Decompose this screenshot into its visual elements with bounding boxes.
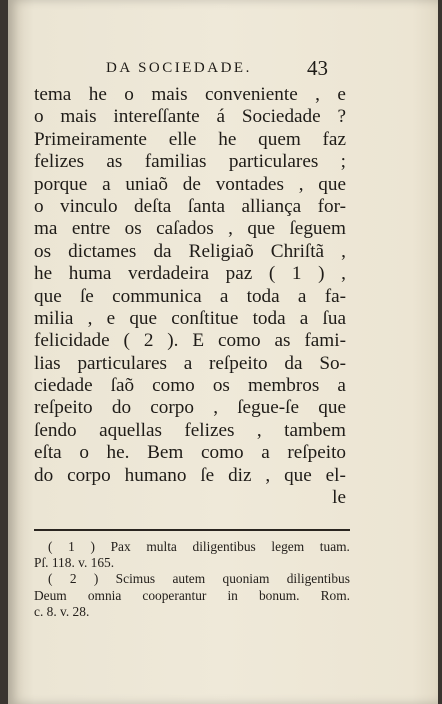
word: milia: [34, 307, 74, 329]
word: reſpeito: [34, 397, 93, 419]
word: felizes: [184, 419, 235, 441]
word: membros: [247, 375, 320, 397]
word: omnia: [87, 587, 122, 603]
word: in: [227, 587, 238, 603]
word: Bem: [147, 442, 184, 464]
word: mais: [151, 84, 188, 105]
text-line: [34, 106, 346, 128]
word: E: [192, 330, 205, 352]
word: felicidade: [34, 330, 110, 352]
word: do: [111, 397, 132, 419]
word: communica: [112, 285, 202, 307]
word: autem: [172, 571, 206, 587]
word: os: [34, 240, 52, 262]
text-line: [34, 420, 346, 442]
word: dictames: [68, 240, 137, 262]
word: corpo: [150, 397, 194, 419]
word: Religiaõ: [188, 240, 254, 262]
text-line: [34, 308, 346, 330]
word: ciedade: [34, 375, 93, 397]
word: da: [153, 240, 172, 262]
word: 1: [68, 539, 75, 554]
word: bonum.: [258, 587, 300, 603]
text-line: [34, 174, 346, 196]
word: ).: [167, 330, 179, 352]
word: entre: [71, 218, 111, 240]
word: Scimus: [115, 571, 156, 587]
word: Pax: [110, 539, 131, 554]
word: como: [218, 330, 261, 352]
word: cooperantur: [142, 587, 207, 603]
word: lias: [34, 352, 61, 374]
word: ,: [228, 218, 233, 240]
text-line: [34, 375, 346, 397]
word: que: [247, 218, 276, 240]
text-line: [34, 241, 346, 263]
word: mais: [60, 106, 97, 128]
word: a: [299, 307, 309, 329]
word: quoniam: [222, 571, 270, 587]
word: uniaõ: [125, 173, 169, 195]
word: ſanta: [187, 195, 226, 217]
word: ſegue-ſe: [237, 397, 300, 419]
word: ſaõ: [110, 375, 135, 397]
word: ): [318, 263, 325, 285]
word: ): [93, 571, 99, 587]
word: ;: [340, 151, 346, 173]
word: deſta: [134, 195, 172, 217]
word: ſeguem: [289, 218, 346, 240]
word: ,: [87, 307, 93, 329]
word: he: [34, 263, 53, 285]
text-line: [34, 263, 346, 285]
word: ,: [341, 240, 346, 262]
word: Deum: [34, 587, 67, 603]
footnote-rule: [34, 529, 350, 531]
word: ,: [265, 464, 271, 486]
word: vinculo: [60, 195, 118, 217]
word: ſua: [322, 307, 346, 329]
word: a: [219, 285, 229, 307]
word: reſpeito: [287, 442, 346, 464]
word: Sociedade: [241, 106, 321, 128]
word: quem: [258, 128, 301, 150]
word: fa-: [324, 285, 346, 307]
word: diz: [228, 464, 252, 486]
word: tema: [34, 84, 72, 105]
word: o: [124, 84, 134, 105]
word: ma: [34, 218, 58, 240]
footnote-line: [34, 539, 350, 555]
word: caſados: [156, 218, 214, 240]
word: el-: [325, 464, 346, 486]
text-line: [34, 487, 346, 509]
word: huma: [68, 263, 112, 285]
word: alliança: [241, 195, 302, 217]
word: toda: [246, 285, 280, 307]
word: conſtitue: [171, 307, 239, 329]
word: ſendo: [34, 419, 77, 441]
word: ,: [315, 84, 320, 105]
word: a: [337, 375, 346, 397]
body-text: [34, 84, 346, 509]
word: porque: [34, 173, 88, 195]
word: multa: [146, 539, 177, 554]
word: a: [183, 352, 193, 374]
text-line: [34, 397, 346, 419]
word: a: [261, 442, 270, 464]
word: ,: [213, 397, 218, 419]
word: humano: [124, 464, 187, 486]
word: diligentibus: [192, 539, 256, 554]
word: da: [284, 352, 303, 374]
word: fami-: [304, 330, 346, 352]
word: corpo: [67, 464, 111, 486]
word: o: [79, 442, 89, 464]
word: Rom.: [320, 587, 350, 603]
running-title: DA SOCIEDADE.: [106, 60, 252, 76]
word: do: [34, 464, 54, 486]
word: legem: [271, 539, 305, 554]
text-line: [34, 442, 346, 464]
word: que: [318, 173, 346, 195]
word: elle: [168, 128, 197, 150]
word: (: [123, 330, 130, 352]
footnote-line: [34, 571, 350, 587]
footnote-line: [34, 588, 350, 604]
word: as: [274, 330, 291, 352]
word: particulares: [228, 151, 319, 173]
word: o: [34, 195, 44, 217]
word: 1: [291, 263, 302, 285]
word: ,: [341, 263, 346, 285]
word: tambem: [284, 419, 346, 441]
book-page: [8, 0, 438, 704]
word: a: [297, 285, 307, 307]
word: faz: [322, 128, 346, 150]
footnotes: [34, 539, 350, 620]
word: e: [106, 307, 116, 329]
word: reſpeito: [209, 352, 268, 374]
text-line: [34, 465, 346, 487]
footnote-line: Pſ. 118. v. 165.: [34, 555, 115, 571]
word: ,: [256, 419, 262, 441]
word: ſe: [200, 464, 215, 486]
text-line: [34, 330, 346, 352]
footnote-line: c. 8. v. 28.: [34, 603, 90, 619]
word: intereſſante: [113, 106, 200, 128]
word: conveniente: [205, 84, 298, 105]
word: como: [200, 442, 244, 464]
word: toda: [252, 307, 286, 329]
word: he: [218, 128, 237, 150]
word: o: [34, 106, 44, 128]
word: le: [332, 487, 346, 509]
word: Chriſtã: [270, 240, 325, 262]
word: ): [90, 539, 95, 554]
word: e: [337, 84, 346, 105]
word: que: [129, 307, 158, 329]
word: os: [212, 375, 230, 397]
word: ſe: [79, 285, 94, 307]
word: ?: [337, 106, 346, 128]
word: Primeiramente: [34, 128, 147, 150]
text-line: [34, 84, 346, 106]
text-line: [34, 286, 346, 308]
word: como: [152, 375, 195, 397]
word: familias: [144, 151, 207, 173]
word: felizes: [34, 151, 85, 173]
word: he: [88, 84, 107, 105]
page-header: [36, 56, 328, 82]
word: vontades: [215, 173, 284, 195]
word: (: [48, 571, 53, 587]
word: de: [182, 173, 201, 195]
word: 2: [69, 571, 77, 587]
word: 2: [143, 330, 154, 352]
word: verdadeira: [128, 263, 209, 285]
word: So-: [319, 352, 346, 374]
word: tuam.: [319, 539, 350, 554]
word: os: [124, 218, 142, 240]
word: he.: [106, 442, 130, 464]
word: diligentibus: [286, 571, 350, 587]
word: as: [106, 151, 123, 173]
word: á: [216, 106, 226, 128]
word: que: [34, 285, 62, 307]
text-line: [34, 129, 346, 151]
text-line: [34, 218, 346, 240]
text-line: [34, 353, 346, 375]
word: particulares: [77, 352, 167, 374]
text-line: [34, 196, 346, 218]
word: paz: [225, 263, 253, 285]
word: que: [284, 464, 312, 486]
word: ,: [298, 173, 304, 195]
word: for-: [317, 195, 346, 217]
word: aquellas: [99, 419, 162, 441]
word: eſta: [34, 442, 62, 464]
word: (: [268, 263, 276, 285]
word: que: [318, 397, 346, 419]
text-line: [34, 151, 346, 173]
word: a: [102, 173, 111, 195]
word: (: [48, 539, 53, 554]
page-number: 43: [307, 56, 328, 80]
